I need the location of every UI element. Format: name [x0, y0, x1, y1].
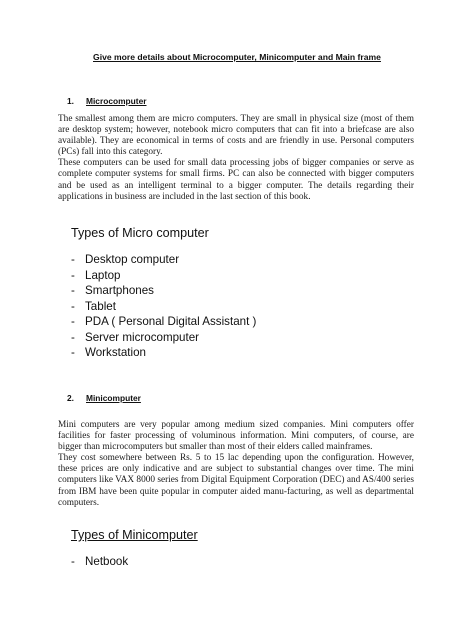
section-number: 1. [67, 96, 74, 106]
list-item: - Laptop [71, 268, 121, 282]
list-item: - PDA ( Personal Digital Assistant ) [71, 315, 257, 328]
list-item: - Desktop computer [71, 253, 180, 266]
list-item: - Netbook [71, 555, 129, 568]
paragraph: These computers can be used for small data processing jobs of bigger companies or serve as complete computer systems for small firms. PC can also be connected with bigger computers and be used as an intelligent terminal to a bigger computer. The details regarding their applications in business are included in the last section of this book. [58, 158, 414, 202]
minicomputer-description [58, 420, 414, 509]
list-item: - Server microcomputer [71, 330, 200, 344]
list-item: - Smartphones [71, 284, 154, 297]
document-title: Give more details about Microcomputer, Minicomputer and Main frame [93, 52, 381, 62]
list-item: - Workstation [71, 346, 146, 359]
micro-types-list [71, 252, 256, 361]
section-title: Microcomputer [86, 96, 147, 106]
types-heading-micro: Types of Micro computer [71, 226, 209, 240]
section-heading-microcomputer [67, 96, 147, 106]
paragraph: Mini computers are very popular among medium sized companies. Mini computers offer facilities for faster processing of voluminous information. Mini computers, of course, are bigger than microcomputers but smaller than most of their elders called mainframes. [58, 420, 414, 453]
types-heading-mini: Types of Minicomputer [71, 528, 198, 542]
paragraph: They cost somewhere between Rs. 5 to 15 lac depending upon the configuration. However, these prices are only indicative and are subject to substantial changes over time. The mini computers like VAX 8000 series from Digital Equipment Corporation (DEC) and AS/400 series from IBM have been quite popular in computer aided manu-facturing, as well as departmental computers. [58, 453, 414, 508]
section-heading-minicomputer [67, 393, 141, 403]
section-number: 2. [67, 393, 74, 403]
mini-types-list [71, 554, 128, 570]
microcomputer-description [58, 114, 414, 203]
paragraph: The smallest among them are micro computers. They are small in physical size (most of them are desktop system; however, notebook micro computers that can fit into a briefcase are also available). They are economical in terms of costs and are friendly in use. Personal computers (PCs) fall into this category. [58, 114, 414, 158]
list-item: - Tablet [71, 299, 116, 313]
section-title: Minicomputer [86, 393, 141, 403]
